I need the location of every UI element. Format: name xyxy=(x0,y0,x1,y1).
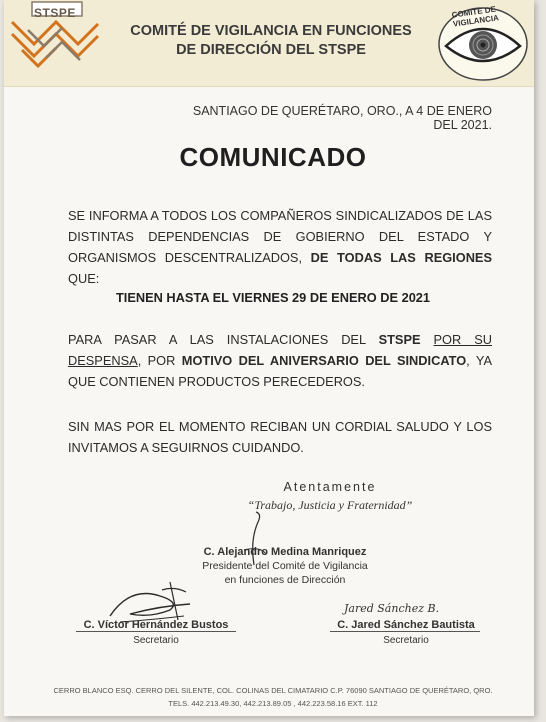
document-title: COMUNICADO xyxy=(179,142,367,172)
letter-date: SANTIAGO DE QUERÉTARO, ORO., A 4 DE ENERO DEL 2021. xyxy=(192,104,492,132)
paragraph3-space xyxy=(421,332,434,347)
president-name: C. Alejandro Medina Manriquez xyxy=(203,546,367,558)
paragraph1-text-b: QUE: xyxy=(68,271,100,286)
signature-right xyxy=(326,618,486,648)
paragraph3-bold2: MOTIVO DEL ANIVERSARIO DEL SINDICATO xyxy=(181,353,467,368)
paragraph-closing: SIN MAS POR EL MOMENTO RECIBAN UN CORDIAL SALUDO Y LOS INVITAMOS A SEGUIRNOS CUIDANDO. xyxy=(68,419,492,455)
paragraph-announcement xyxy=(68,205,492,289)
president-role1: Presidente del Comité de Vigilancia xyxy=(202,560,368,572)
paragraph1-text-a: SE INFORMA A TODOS LOS COMPAÑEROS SINDICALIZADOS DE LAS DISTINTAS DEPENDENCIAS DE GOBIERNO DEL ESTADO Y ORGANISMOS DESCENTRALIZADOS, xyxy=(68,208,492,265)
letterhead-title-line1: COMITÉ DE VIGILANCIA EN FUNCIONES xyxy=(130,23,412,39)
letterhead-title xyxy=(112,22,430,60)
letterhead xyxy=(4,0,534,87)
left-signatory-name: C. Víctor Hernández Bustos xyxy=(83,619,229,631)
closing-atentamente: Atentamente xyxy=(283,480,377,494)
footer-phones: TELS. 442.213.49.30, 442.213.89.05 , 442.223.58.16 EXT. 112 xyxy=(168,699,378,708)
footer-address: CERRO BLANCO ESQ. CERRO DEL SILENTE, COL. COLINAS DEL CIMATARIO C.P. 76090 SANTIAGO DE QUERÉTARO, QRO. xyxy=(53,686,493,695)
paragraph3-underline: POR SU DESPENSA xyxy=(68,332,492,368)
paragraph1-bold: DE TODAS LAS REGIONES xyxy=(310,250,493,265)
paragraph-details xyxy=(68,329,492,392)
paragraph3-text-b: , POR xyxy=(137,353,182,368)
closing-motto: “Trabajo, Justicia y Fraternidad” xyxy=(247,498,413,512)
president-role2: en funciones de Dirección xyxy=(224,574,346,586)
paragraph3-text-a: PARA PASAR A LAS INSTALACIONES DEL xyxy=(68,332,379,347)
paragraph3-text-c: , YA QUE CONTIENEN PRODUCTOS PERECEDEROS. xyxy=(68,353,492,389)
right-signatory-role: Secretario xyxy=(383,635,429,646)
letterhead-title-line2: DE DIRECCIÓN DEL STSPE xyxy=(176,42,366,58)
paragraph-deadline: TIENEN HASTA EL VIERNES 29 DE ENERO DE 2021 xyxy=(115,290,431,305)
seal-text: COMITE DE VIGILANCIA xyxy=(451,4,500,29)
signature-left xyxy=(68,618,244,648)
left-signatory-role: Secretario xyxy=(133,635,179,646)
right-signatory-name: C. Jared Sánchez Bautista xyxy=(337,619,475,631)
letter-footer xyxy=(0,684,546,710)
logo-text: STSPE xyxy=(34,6,76,20)
right-handwritten-signature: Jared Sánchez B. xyxy=(344,602,440,615)
paragraph3-bold1: STSPE xyxy=(378,332,421,347)
